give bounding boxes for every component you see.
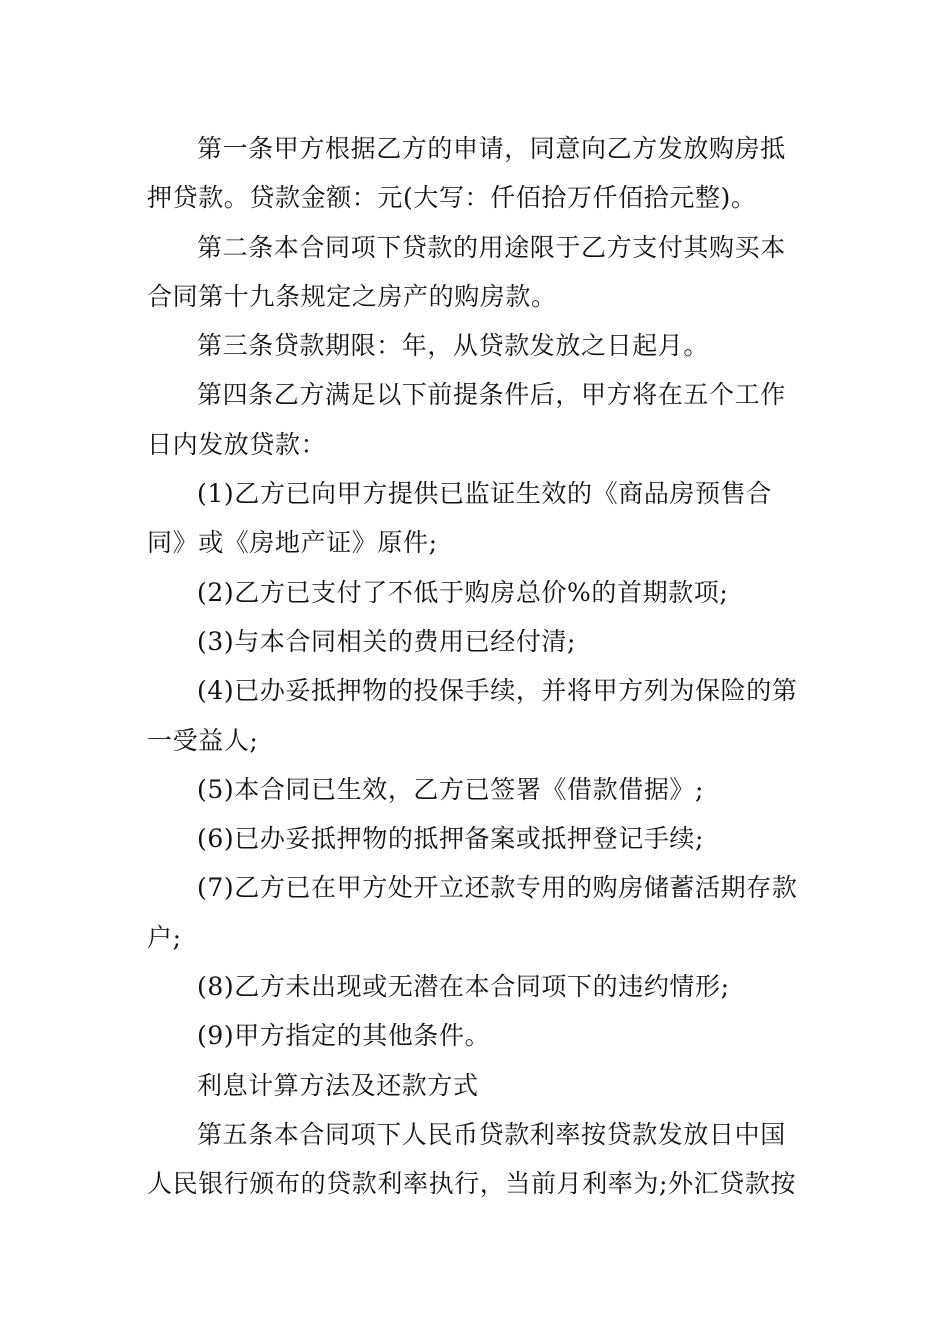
section-heading: 利息计算方法及还款方式 [197, 1070, 479, 1100]
condition-9-paragraph: (9)甲方指定的其他条件。 [197, 1021, 491, 1051]
condition-7-paragraph: (7)乙方已在甲方处开立还款专用的购房储蓄活期存款户; [147, 873, 798, 952]
article-4-paragraph: 第四条乙方满足以下前提条件后，甲方将在五个工作日内发放贷款： [147, 380, 786, 459]
condition-4-paragraph: (4)已办妥抵押物的投保手续，并将甲方列为保险的第一受益人; [147, 676, 798, 755]
condition-6-paragraph: (6)已办妥抵押物的抵押备案或抵押登记手续; [197, 824, 705, 854]
article-3-paragraph: 第三条贷款期限：年，从贷款发放之日起月。 [197, 331, 710, 361]
contract-text [147, 124, 807, 1209]
article-5-paragraph: 第五条本合同项下人民币贷款利率按贷款发放日中国人民银行颁布的贷款利率执行，当前月利率为;外汇贷款按 [147, 1119, 797, 1199]
article-1-paragraph: 第一条甲方根据乙方的申请，同意向乙方发放购房抵押贷款。贷款金额：元(大写：仟佰拾万仟佰拾元整)。 [147, 134, 786, 213]
condition-2-paragraph: (2)乙方已支付了不低于购房总价%的首期款项; [197, 577, 729, 607]
condition-5-paragraph: (5)本合同已生效，乙方已签署《借款借据》; [197, 774, 705, 804]
condition-3-paragraph: (3)与本合同相关的费用已经付清; [197, 626, 577, 656]
article-2-paragraph: 第二条本合同项下贷款的用途限于乙方支付其购买本合同第十九条规定之房产的购房款。 [147, 232, 786, 311]
condition-1-paragraph: (1)乙方已向甲方提供已监证生效的《商品房预售合同》或《房地产证》原件; [147, 479, 772, 558]
condition-8-paragraph: (8)乙方未出现或无潜在本合同项下的违约情形; [197, 972, 730, 1002]
